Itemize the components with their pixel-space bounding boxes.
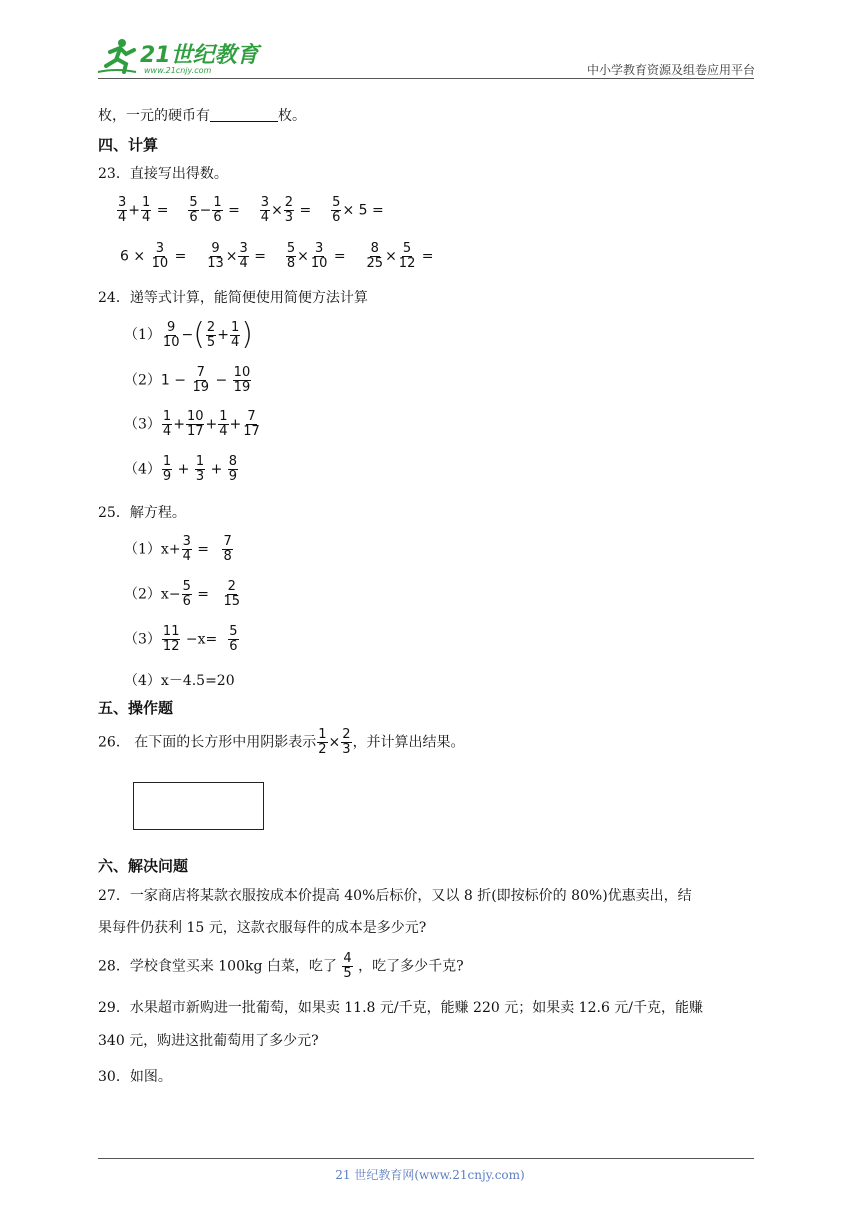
q24-item-1: （1） $\frac{9}{10}$ −( $\frac{2}{5}$ + $\frac{1}{4}$ ) <box>124 317 253 352</box>
site-logo <box>96 36 266 80</box>
question-27-line-2: 果每件仍获利 15 元，这款衣服每件的成本是多少元? <box>98 920 427 936</box>
question-25: 25．解方程。 <box>98 505 186 521</box>
q25-item-2: （2）x− $\frac{5}{6}$ = $\frac{2}{15}$ <box>124 579 241 609</box>
header-divider <box>98 78 754 79</box>
question-24: 24．递等式计算，能简便使用简便方法计算 <box>98 290 368 306</box>
footer-text[interactable]: 21 世纪教育网(www.21cnjy.com) <box>335 1168 525 1182</box>
q23-row-2: 6 × $\frac{3}{10}$ = $\frac{9}{13}$ × $\frac{3}{4}$ = $\frac{5}{8}$ × $\frac{3}{10}$ = $\frac{8}{25}$ × $\frac{5}{12}$ = <box>120 241 434 271</box>
svg-text:21世纪教育: 21世纪教育 <box>140 43 259 68</box>
section-5-title: 五、操作题 <box>98 699 174 717</box>
header-platform-text: 中小学教育资源及组卷应用平台 <box>586 63 755 77</box>
q25-item-3: （3） $\frac{11}{12}$ −x= $\frac{5}{6}$ <box>124 624 238 654</box>
question-29-line-2: 340 元，购进这批葡萄用了多少元? <box>98 1033 319 1049</box>
prev-question-tail: 枚，一元的硬币有 枚。 <box>98 108 306 124</box>
answer-blank[interactable] <box>210 107 278 122</box>
q23-row-1: $\frac{3}{4}$ + $\frac{1}{4}$ = $\frac{5}{6}$ − $\frac{1}{6}$ = $\frac{3}{4}$ × $\frac{2}{3}$ = $\frac{5}{6}$ × 5 = <box>118 195 384 225</box>
q24-item-2: （2）1 − $\frac{7}{19}$ − $\frac{10}{19}$ <box>124 365 251 395</box>
footer-divider <box>98 1158 754 1159</box>
question-30: 30．如图。 <box>98 1069 172 1085</box>
question-29-line-1: 29．水果超市新购进一批葡萄，如果卖 11.8 元/千克，能赚 220 元；如果卖 12.6 元/千克，能赚 <box>98 1000 704 1016</box>
section-4-title: 四、计算 <box>98 136 159 154</box>
svg-text:www.21cnjy.com: www.21cnjy.com <box>144 66 212 75</box>
section-6-title: 六、解决问题 <box>98 857 189 875</box>
question-23: 23．直接写出得数。 <box>98 166 228 182</box>
question-27-line-1: 27．一家商店将某款衣服按成本价提高 40%后标价，又以 8 折(即按标价的 80%)优惠卖出，结 <box>98 888 692 904</box>
runner-icon <box>98 39 136 72</box>
question-26: 26． 在下面的长方形中用阴影表示 $\frac{1}{2}$ × $\frac{2}{3}$ ，并计算出结果。 <box>98 727 465 757</box>
q24-item-3: （3） $\frac{1}{4}$ + $\frac{10}{17}$ + $\frac{1}{4}$ + $\frac{7}{17}$ <box>124 409 260 439</box>
q25-item-1: （1）x+ $\frac{3}{4}$ = $\frac{7}{8}$ <box>124 534 232 564</box>
shading-rectangle[interactable] <box>133 782 264 830</box>
q24-item-4: （4） $\frac{1}{9}$ + $\frac{1}{3}$ + $\frac{8}{9}$ <box>124 454 238 484</box>
question-28: 28．学校食堂买来 100kg 白菜，吃了 $\frac{4}{5}$ ，吃了多少千克? <box>98 951 464 981</box>
q25-item-4: （4）x－4.5=20 <box>124 673 235 689</box>
